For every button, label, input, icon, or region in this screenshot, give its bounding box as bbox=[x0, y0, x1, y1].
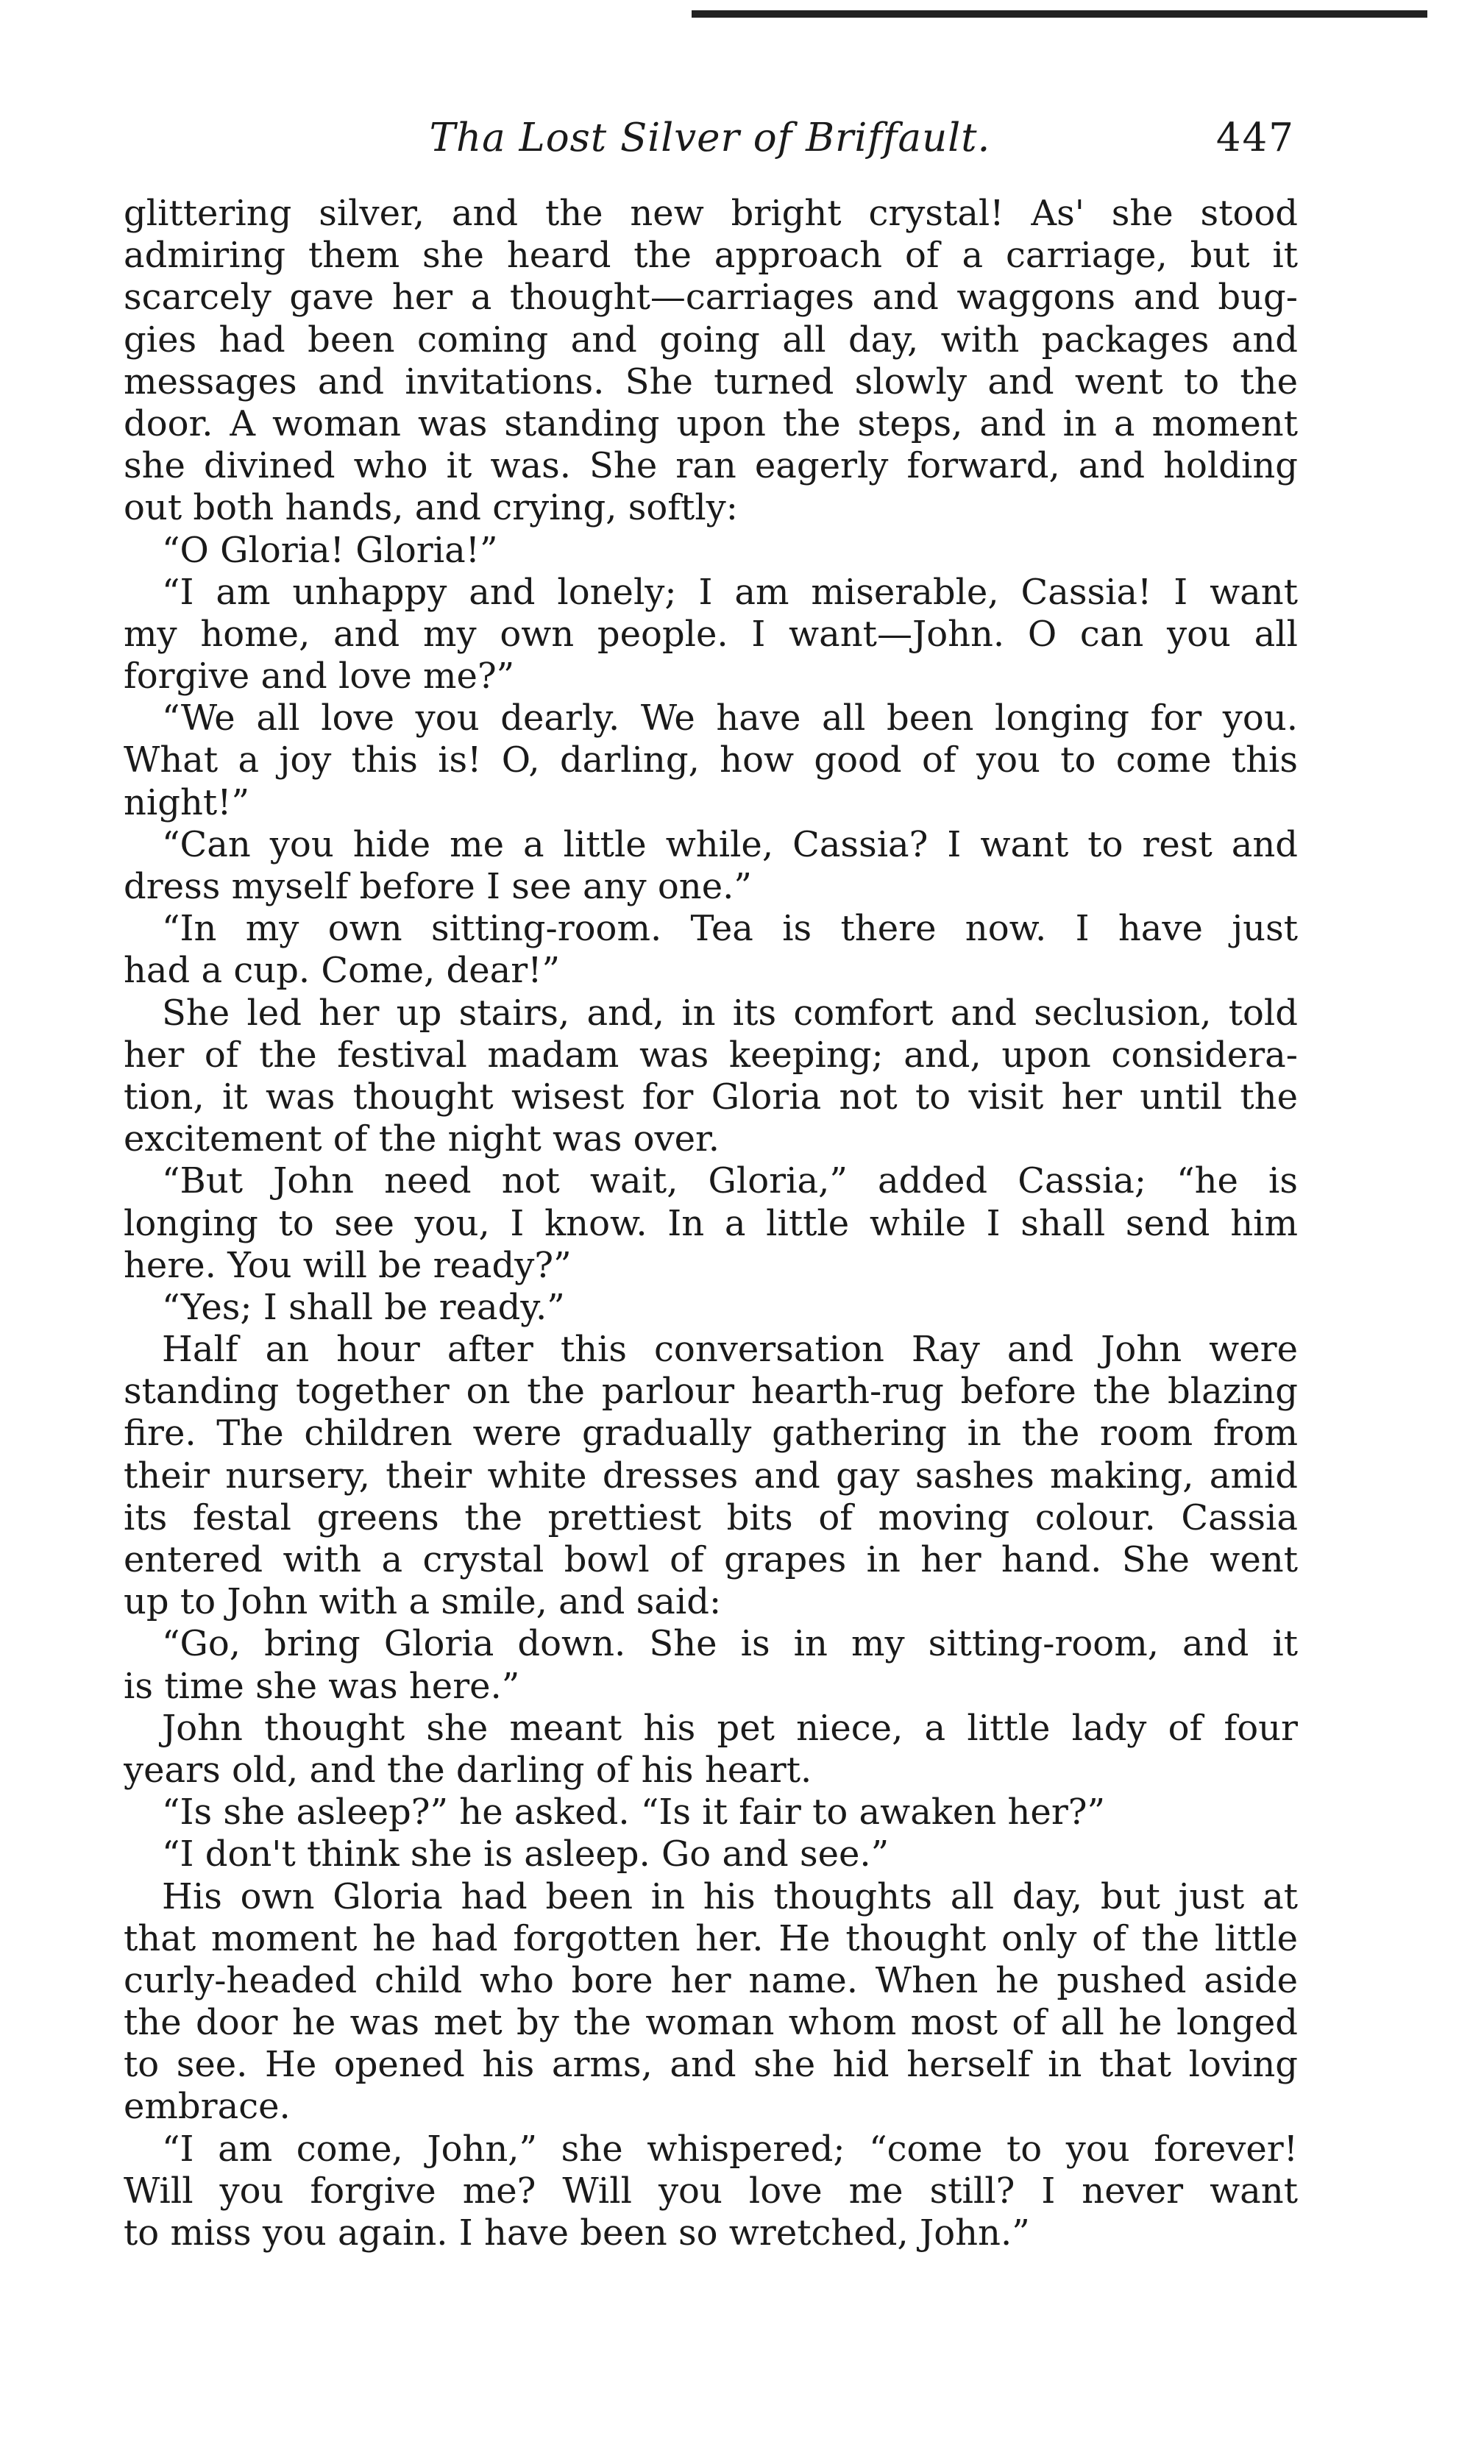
text-line: What a joy this is! O, darling, how good of you to come this bbox=[124, 739, 1298, 781]
text-line: is time she was here.” bbox=[124, 1665, 520, 1707]
text-line: out both hands, and crying, softly: bbox=[124, 487, 738, 529]
text-line: she divined who it was. She ran eagerly forward, and holding bbox=[124, 445, 1298, 487]
text-line: “I don't think she is asleep. Go and see.” bbox=[162, 1833, 890, 1875]
text-line: her of the festival madam was keeping; and, upon considera- bbox=[124, 1034, 1298, 1076]
text-line: curly-headed child who bore her name. When he pushed aside bbox=[124, 1959, 1298, 2001]
text-line: “But John need not wait, Gloria,” added Cassia; “he is bbox=[162, 1160, 1298, 1202]
text-line: “I am unhappy and lonely; I am miserable, Cassia! I want bbox=[162, 571, 1298, 613]
text-line: scarcely gave her a thought—carriages and waggons and bug- bbox=[124, 277, 1298, 319]
text-line: had a cup. Come, dear!” bbox=[124, 950, 561, 992]
text-line: glittering silver, and the new bright crystal! As' she stood bbox=[124, 193, 1298, 234]
text-line: their nursery, their white dresses and gay sashes making, amid bbox=[124, 1455, 1298, 1496]
text-line: gies had been coming and going all day, with packages and bbox=[124, 319, 1298, 361]
text-line: that moment he had forgotten her. He thought only of the little bbox=[124, 1917, 1298, 1959]
text-line: entered with a crystal bowl of grapes in her hand. She went bbox=[124, 1539, 1298, 1580]
text-line: Will you forgive me? Will you love me still? I never want bbox=[124, 2170, 1298, 2212]
running-title: Tha Lost Silver of Briffault. bbox=[429, 116, 991, 160]
page-header bbox=[125, 109, 1295, 168]
text-line: up to John with a smile, and said: bbox=[124, 1581, 722, 1623]
text-line: His own Gloria had been in his thoughts all day, but just at bbox=[162, 1875, 1298, 1917]
text-line: “Go, bring Gloria down. She is in my sitting-room, and it bbox=[162, 1623, 1298, 1665]
text-line: night!” bbox=[124, 781, 250, 823]
text-line: “We all love you dearly. We have all been longing for you. bbox=[162, 697, 1298, 739]
text-line: here. You will be ready?” bbox=[124, 1244, 572, 1286]
text-line: the door he was met by the woman whom most of all he longed bbox=[124, 2002, 1298, 2044]
text-line: messages and invitations. She turned slowly and went to the bbox=[124, 361, 1298, 402]
text-line: its festal greens the prettiest bits of moving colour. Cassia bbox=[124, 1496, 1298, 1538]
text-line: She led her up stairs, and, in its comfort and seclusion, told bbox=[162, 992, 1298, 1034]
text-line: “In my own sitting-room. Tea is there now. I have just bbox=[162, 908, 1298, 950]
text-line: John thought she meant his pet niece, a little lady of four bbox=[162, 1707, 1298, 1749]
text-line: “I am come, John,” she whispered; “come to you forever! bbox=[162, 2128, 1298, 2170]
text-line: excitement of the night was over. bbox=[124, 1118, 720, 1160]
text-line: “Is she asleep?” he asked. “Is it fair to awaken her?” bbox=[162, 1792, 1106, 1833]
text-line: dress myself before I see any one.” bbox=[124, 866, 752, 907]
page-number: 447 bbox=[1215, 116, 1295, 160]
text-line: longing to see you, I know. In a little while I shall send him bbox=[124, 1202, 1298, 1244]
text-line: embrace. bbox=[124, 2086, 291, 2128]
text-line: forgive and love me?” bbox=[124, 656, 515, 697]
body-text bbox=[124, 193, 1298, 2254]
text-line: to see. He opened his arms, and she hid herself in that loving bbox=[124, 2044, 1298, 2086]
text-line: Half an hour after this conversation Ray and John were bbox=[162, 1329, 1298, 1371]
top-rule bbox=[692, 10, 1427, 18]
text-line: years old, and the darling of his heart. bbox=[124, 1749, 812, 1791]
text-line: to miss you again. I have been so wretched, John.” bbox=[124, 2212, 1030, 2254]
text-line: my home, and my own people. I want—John. O can you all bbox=[124, 613, 1298, 655]
text-line: “O Gloria! Gloria!” bbox=[162, 529, 498, 571]
text-line: “Yes; I shall be ready.” bbox=[162, 1286, 565, 1328]
text-line: standing together on the parlour hearth-rug before the blazing bbox=[124, 1371, 1298, 1413]
text-line: fire. The children were gradually gathering in the room from bbox=[124, 1413, 1298, 1455]
text-line: admiring them she heard the approach of a carriage, but it bbox=[124, 235, 1298, 277]
text-line: “Can you hide me a little while, Cassia? I want to rest and bbox=[162, 823, 1298, 865]
text-line: door. A woman was standing upon the steps, and in a moment bbox=[124, 402, 1298, 444]
text-line: tion, it was thought wisest for Gloria not to visit her until the bbox=[124, 1076, 1298, 1118]
